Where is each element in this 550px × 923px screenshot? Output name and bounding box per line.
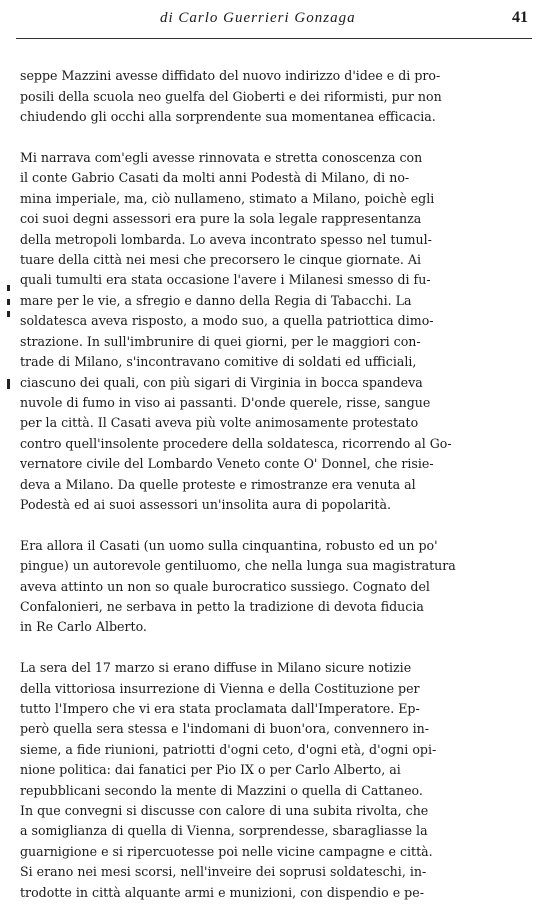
margin-pencil-marks <box>4 285 14 395</box>
margin-mark <box>7 285 10 291</box>
page-number: 41 <box>512 9 528 26</box>
paragraph-1: seppe Mazzini avesse diffidato del nuovo indirizzo d'idee e di pro- posili della scuola neo guelfa del Gioberti e dei riformisti, pur non chiudendo gli occhi alla sorprendente sua momentanea efficacia. <box>20 68 442 125</box>
margin-mark <box>7 379 10 389</box>
paragraph-2: Mi narrava com'egli avesse rinnovata e stretta conoscenza con il conte Gabrio Casati da molti anni Podestà di Milano, di no- mina imperiale, ma, ciò nullameno, stimato a Milano, poichè egli coi suoi degni assessori era pure la sola legale rappresentanza della metropoli lombarda. Lo aveva incontrato spesso nel tumul- tuare della città nei mesi che precorsero le cinque giornate. Ai quali tumulti era stata occasione l'avere i Milanesi smesso di fu- mare per le vie, a sfregio e danno della Regia di Tabacchi. La soldatesca aveva risposto, a modo suo, a quella patriottica dimo- strazione. In sull'imbrunire di quei giorni, per le maggiori con- trade di Milano, s'incontravano comitive di soldati ed ufficiali, ciascuno dei quali, con più sigari di Virginia in bocca spandeva nuvole di fumo in viso ai passanti. D'onde querele, risse, sangue per la città. Il Casati aveva più volte animosamente protestato contro quell'insolente procedere della soldatesca, ricorrendo al Go- vernatore civile del Lombardo Veneto conte O' Donnel, che risie- deva a Milano. Da quelle proteste e rimostranze era venuta al Podestà ed ai suoi assessori un'insolita aura di popolarità. <box>20 150 452 512</box>
running-head: di Carlo Guerrieri Gonzaga <box>160 10 356 26</box>
margin-mark <box>7 311 10 317</box>
paragraph-3: Era allora il Casati (un uomo sulla cinquantina, robusto ed un po' pingue) un autorevole gentiluomo, che nella lunga sua magistratura aveva attinto un non so quale burocratico sussiego. Cognato del Confalonieri, ne serbava in petto la tradizione di devota fiducia in Re Carlo Alberto. <box>20 537 456 635</box>
margin-mark <box>7 299 10 305</box>
header-rule <box>16 38 532 39</box>
paragraph-4: La sera del 17 marzo si erano diffuse in Milano sicure notizie della vittoriosa insurrezione di Vienna e della Costituzione per tutto l'Impero che vi era stata proclamata dall'Imperatore. Ep- però quella sera stessa e l'indomani di buon'ora, convennero in- sieme, a fide riunioni, patriotti d'ogni ceto, d'ogni età, d'ogni opi- nione politica: dai fanatici per Pio IX o per Carlo Alberto, ai repubblicani secondo la mente di Mazzini o quella di Cattaneo. In que convegni si discusse con calore di una subita rivolta, che a somiglianza di quella di Vienna, sorprendesse, sbaragliasse la guarnigione e si ripercuotesse poi nelle vicine campagne e città. Si erano nei mesi scorsi, nell'inveire dei soprusi soldateschi, in- trodotte in città alquante armi e munizioni, con dispendio e pe- <box>20 660 437 900</box>
body-text <box>20 46 532 923</box>
